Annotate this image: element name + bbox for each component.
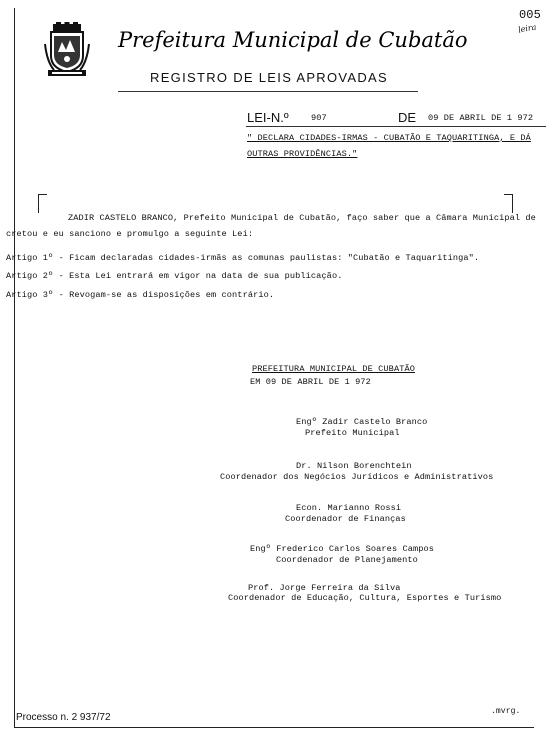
- signer-3-name: Econ. Marianno Rossi: [296, 503, 402, 513]
- lei-label: LEI-N.º: [247, 110, 289, 125]
- signature-date: EM 09 DE ABRIL DE 1 972: [250, 377, 371, 387]
- signature-place: PREFEITURA MUNICIPAL DE CUBATÃO: [252, 364, 415, 374]
- intro-line1: ZADIR CASTELO BRANCO, Prefeito Municipal de Cubatão, faço saber que a Câmara Municipal de: [68, 213, 536, 223]
- signer-5-name: Prof. Jorge Ferreira da Silva: [248, 583, 401, 593]
- law-summary-line2: OUTRAS PROVIDÊNCIAS.": [247, 149, 358, 159]
- left-border-line: [14, 8, 15, 728]
- signer-5-role: Coordenador de Educação, Cultura, Esportes e Turismo: [228, 593, 502, 603]
- processo-number: Processo n. 2 937/72: [16, 712, 111, 723]
- page-title: Prefeitura Municipal de Cubatão: [118, 28, 468, 52]
- page-number: 005: [519, 8, 541, 22]
- corner-bracket-right: [504, 194, 513, 213]
- signer-1-name: Engº Zadir Castelo Branco: [296, 417, 428, 427]
- signer-2-role: Coordenador dos Negócios Jurídicos e Administrativos: [220, 472, 494, 482]
- typist-initials: .mvrg.: [491, 707, 521, 716]
- article-1: Artigo 1º - Ficam declaradas cidades-irmãs as comunas paulistas: "Cubatão e Taquaritinga".: [6, 253, 480, 263]
- corner-bracket-left: [38, 194, 47, 213]
- de-label: DE: [398, 110, 417, 125]
- article-2: Artigo 2º - Esta Lei entrará em vigor na data de sua publicação.: [6, 271, 343, 281]
- coat-of-arms-logo: [44, 22, 90, 78]
- intro-line2: cretou e eu sanciono e promulgo a seguinte Lei:: [6, 229, 254, 239]
- signer-1-role: Prefeito Municipal: [305, 428, 400, 438]
- signer-3-role: Coordenador de Finanças: [285, 514, 406, 524]
- lei-number: 907: [311, 113, 327, 123]
- article-3: Artigo 3º - Revogam-se as disposições em contrário.: [6, 290, 275, 300]
- page-subtitle: REGISTRO DE LEIS APROVADAS: [150, 70, 389, 85]
- lei-date: 09 DE ABRIL DE 1 972: [428, 113, 534, 123]
- handwritten-note: leira: [517, 22, 538, 35]
- signer-4-name: Engº Frederico Carlos Soares Campos: [250, 544, 434, 554]
- bottom-border-line: [14, 727, 534, 728]
- signer-2-name: Dr. Nilson Borenchtein: [296, 461, 412, 471]
- signer-4-role: Coordenador de Planejamento: [276, 555, 418, 565]
- law-summary-line1: " DECLARA CIDADES-IRMAS - CUBATÃO E TAQUARITINGA, E DÁ: [247, 133, 531, 143]
- subtitle-underline: [118, 91, 418, 92]
- lei-underline: [246, 126, 546, 127]
